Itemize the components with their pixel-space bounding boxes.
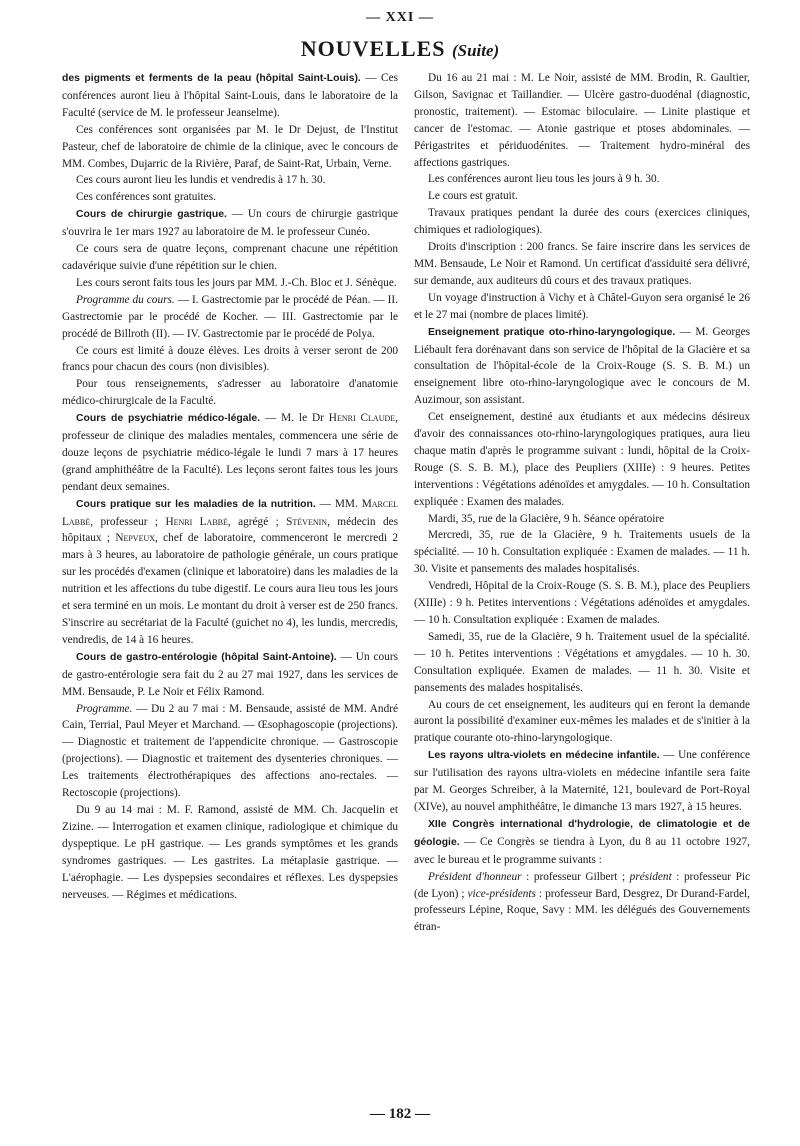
title-suite: (Suite) xyxy=(451,41,500,60)
paragraph xyxy=(414,747,750,816)
paragraph-text: : professeur Pic (de Lyon) ; xyxy=(414,870,750,900)
paragraph xyxy=(62,701,398,802)
paragraph-text: : professeur Bard, Desgrez, Dr Durand-Fardel, professeurs Lépine, Roque, Savy : MM. les délégués des Gouvernements étran- xyxy=(414,887,750,934)
paragraph-text: — Ces conférences auront lieu à l'hôpital Saint-Louis, dans le laboratoire de la Faculté (service de M. le professeur Jeanselme). xyxy=(62,72,398,119)
paragraph: Un voyage d'instruction à Vichy et à Châtel-Guyon sera organisé le 26 et le 27 mai (nombre de places limité). xyxy=(414,291,750,321)
program-label: Programme. xyxy=(76,702,133,715)
paragraph-text: , agrégé ; xyxy=(227,515,287,528)
page-title xyxy=(0,36,800,62)
section-heading: des pigments et ferments de la peau (hôpital Saint-Louis). xyxy=(62,73,361,84)
paragraph-text: — MM. xyxy=(315,497,362,510)
paragraph xyxy=(62,292,398,343)
paragraph xyxy=(62,649,398,701)
role-label: président xyxy=(629,870,672,883)
paragraph: Mercredi, 35, rue de la Glacière, 9 h. Traitements usuels de la spécialité. — 10 h. Consultation expliquée : Examen de malades. — 11 h. 30. Visite et pansements des malades hospitalisés. xyxy=(414,529,750,576)
paragraph: Ces cours auront lieu les lundis et vendredis à 17 h. 30. xyxy=(76,174,326,187)
paragraph: Au cours de cet enseignement, les auditeurs qui en feront la demande auront la possibilité d'examiner eux-mêmes les malades et de s'initier à la pratique courante oto-rhino-laryngologique. xyxy=(414,698,750,745)
paragraph xyxy=(62,70,398,122)
paragraph-text: , professeur de clinique des maladies mentales, commencera une série de douze leçons de psychiatrie médico-légale le lundi 7 mars à 17 heures (grand amphithéâtre de la Faculté). Les leçons seront faites tous les jours pendant deux semaines. xyxy=(62,412,398,493)
left-column xyxy=(62,70,398,903)
paragraph: Pour tous renseignements, s'adresser au laboratoire d'anatomie médico-chirurgicale de la Faculté. xyxy=(62,378,398,408)
paragraph: Droits d'inscription : 200 francs. Se faire inscrire dans les services de MM. Bensaude, Le Noir et Ramond. Un certificat d'assiduité sera délivré, sur demande, aux auditeurs dû cours et des travaux pratiques. xyxy=(414,241,750,287)
section-heading: Les rayons ultra-violets en médecine infantile. xyxy=(428,750,660,762)
section-number: — XXI — xyxy=(366,10,434,25)
paragraph-text: — Un cours de chirurgie gastrique s'ouvrira le 1er mars 1927 au laboratoire de M. le professeur Cunéo. xyxy=(62,208,398,239)
paragraph-text: , professeur ; xyxy=(90,515,166,528)
paragraph: Cet enseignement, destiné aux étudiants et aux médecins désireux d'avoir des connaissances oto-rhino-laryngologiques pratiques, aura lieu chaque matin d'après le programme suivant : lundi, hôpital de la Croix-Rouge (S. S. B. M.), place des Peupliers (XIIIe) : 9 heures. Petites interventions : Végétations adénoïdes et amygdales. — 10 h. Consultation expliquée : Examen des malades. xyxy=(414,411,750,508)
section-heading: Cours pratique sur les maladies de la nutrition. xyxy=(76,498,316,510)
paragraph-text: — Un cours de gastro-entérologie sera fait du 2 au 27 mai 1927, dans les services de MM. Bensaude, P. Le Noir et Félix Ramond. xyxy=(62,650,398,698)
paragraph: Mardi, 35, rue de la Glacière, 9 h. Séance opératoire xyxy=(428,512,665,525)
paragraph-text: : professeur Gilbert ; xyxy=(521,870,630,883)
person-name: Henri Claude xyxy=(328,412,396,425)
paragraph: Ces conférences sont gratuites. xyxy=(76,191,216,204)
paragraph-text: — Une conférence sur l'utilisation des rayons ultra-violets en médecine infantile sera faite par M. Georges Schreiber, à la Maternité, 121, boulevard de Port-Royal (XIVe), au nouvel amphithéâtre, le dimanche 13 mars 1927, à 15 heures. xyxy=(414,749,750,813)
paragraph xyxy=(414,869,750,937)
paragraph: Vendredi, Hôpital de la Croix-Rouge (S. S. B. M.), place des Peupliers (XIIIe) : 9 h. Petites interventions : Végétations adénoïdes et amygdales. — 10 h. Consultation expliquée : Examen de malades. xyxy=(414,580,750,626)
paragraph: Les cours seront faits tous les jours par MM. J.-Ch. Bloc et J. Sénèque. xyxy=(76,276,397,289)
section-heading: XIIe Congrès international d'hydrologie, de climatologie et de géologie. xyxy=(414,818,750,848)
person-name: Henri Labbé xyxy=(165,515,228,528)
page-number: — 182 — xyxy=(370,1106,430,1122)
role-label: vice-présidents xyxy=(467,887,536,900)
paragraph: Ce cours sera de quatre leçons, comprenant chacune une répétition cadavérique suivie d'une répétition sur le chien. xyxy=(62,243,398,272)
paragraph xyxy=(62,206,398,241)
section-heading: Cours de chirurgie gastrique. xyxy=(76,209,227,221)
person-name: Marcel Labbé xyxy=(62,497,398,528)
section-heading: Cours de gastro-entérologie (hôpital Saint-Antoine). xyxy=(76,651,337,663)
program-label: Programme du cours. xyxy=(76,293,175,306)
paragraph-text: , chef de laboratoire, commenceront le mercredi 2 mars à 3 heures, au laboratoire de pathologie générale, un cours pratique sur les procédés d'examen (clinique et laboratoire) dans les maladies de la nutrition et les affections du tube digestif. Le cours aura lieu tous les jours et sera terminé en un mois. Le montant du droit à verser est de 250 francs. S'inscrire au secrétariat de la Faculté (guichet no 4), les lundis, mercredis, vendredis, de 14 à 16 heures. xyxy=(62,532,398,646)
paragraph xyxy=(62,496,398,649)
paragraph: Du 9 au 14 mai : M. F. Ramond, assisté de MM. Ch. Jacquelin et Zizine. — Interrogation et examen clinique, radiologique et chimique du dyspeptique. Le pH gastrique. — Les grands symptômes et les grands syndromes gastriques. — Les gastrites. La métaplasie gastrique. — L'aérophagie. — Les dyspepsies secondaires et réflexes. Les dyspepsies nerveuses. — Régimes et médications. xyxy=(62,803,398,901)
paragraph: Travaux pratiques pendant la durée des cours (exercices cliniques, chimiques et radiologiques). xyxy=(414,207,750,237)
paragraph-text: — M. le Dr xyxy=(260,412,329,425)
paragraph-text: , médecin des hôpitaux ; xyxy=(62,515,398,545)
right-column xyxy=(414,70,750,936)
paragraph: Les conférences auront lieu tous les jours à 9 h. 30. xyxy=(428,173,660,186)
paragraph-text: — I. Gastrectomie par le procédé de Péan. — II. Gastrectomie par le procédé de Kocher. — III. Gastrectomie par le procédé de Billroth (II). — IV. Gastrectomie par le procédé de Polya. xyxy=(62,293,398,340)
section-heading: Enseignement pratique oto-rhino-laryngologique. xyxy=(428,326,676,338)
section-heading: Cours de psychiatrie médico-légale. xyxy=(76,413,261,425)
paragraph: Ce cours est limité à douze élèves. Les droits à verser seront de 200 francs pour chacun des cours (non divisibles). xyxy=(62,344,398,374)
person-name: Nepveux xyxy=(115,532,156,545)
paragraph: Le cours est gratuit. xyxy=(428,190,518,203)
person-name: Stévenin xyxy=(286,515,328,528)
paragraph: Du 16 au 21 mai : M. Le Noir, assisté de MM. Brodin, R. Gaultier, Gilson, Savignac et Taillandier. — Ulcère gastro-duodénal (diagnostic, pronostic, traitement). — Estomac biloculaire. — Linite plastique et cancer de l'estomac. — Atonie gastrique et ptoses abdominales. — Périgastrites et périduodénites. — Traitement hydro-minéral des affections gastriques. xyxy=(414,72,750,169)
paragraph: Ces conférences sont organisées par M. le Dr Dejust, de l'Institut Pasteur, chef de laboratoire de chimie de la clinique, avec le concours de MM. Combes, Dujarric de la Rivière, Paraf, de Saint-Rat, Urbain, Verne. xyxy=(62,123,398,170)
paragraph-text: — Ce Congrès se tiendra à Lyon, du 8 au 11 octobre 1927, avec le bureau et le programme suivants : xyxy=(414,835,750,866)
paragraph xyxy=(62,410,398,496)
title-text: NOUVELLES xyxy=(300,36,446,61)
paragraph: Samedi, 35, rue de la Glacière, 9 h. Traitement usuel de la spécialité. — 10 h. Petites interventions : Végétations et amygdales. — 10 h. 30. Consultation expliquée. Examen de malades. — 11 h. 30. Visite et pansements des malades hospitalisés. xyxy=(414,630,750,694)
role-label: Président d'honneur xyxy=(428,870,522,883)
paragraph-text: — Du 2 au 7 mai : M. Bensaude, assisté de MM. André Cain, Terrial, Paul Meyer et Marchand. — Œsophagoscopie (projections). — Diagnostic et traitement de l'appendicite chronique. — Gastroscopie (projections). — Diagnostic et traitement des dysenteries chroniques. — Les traitements électrothérapiques des affections ano-rectales. — Rectoscopie (projections). xyxy=(62,702,398,800)
paragraph xyxy=(414,324,750,410)
paragraph-text: — M. Georges Liébault fera dorénavant dans son service de l'hôpital de la Glacière et sa consultation de l'hôpital-école de la Croix-Rouge (S. S. B. M.) un enseignement libre oto-rhino-laryngologique avec le concours de M. Auzimour, son assistant. xyxy=(414,325,750,407)
paragraph xyxy=(414,816,750,869)
